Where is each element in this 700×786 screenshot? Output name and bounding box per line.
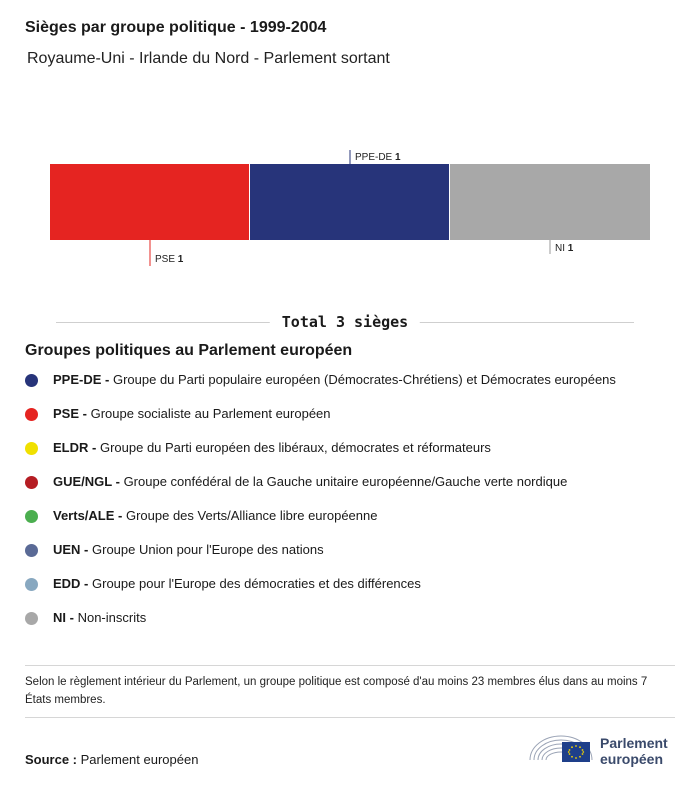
legend [25, 370, 685, 642]
legend-name: Groupe pour l'Europe des démocraties et des différences [92, 576, 421, 591]
legend-swatch [25, 578, 38, 591]
footnote: Selon le règlement intérieur du Parlement, un groupe politique est composé d'au moins 23 membres élus dans au moins 7 États membres. [25, 676, 648, 706]
legend-abbr: Verts/ALE - [53, 508, 123, 523]
total-seats-label: Total 3 sièges [270, 312, 420, 332]
legend-abbr: EDD - [53, 576, 89, 591]
bar-label [155, 254, 184, 265]
legend-item [25, 540, 685, 574]
legend-abbr: NI - [53, 610, 74, 625]
legend-name: Groupe du Parti populaire européen (Démocrates-Chrétiens) et Démocrates européens [112, 372, 616, 387]
legend-name: Groupe du Parti européen des libéraux, démocrates et réformateurs [99, 440, 491, 455]
source-value: Parlement européen [80, 752, 199, 767]
legend-swatch [25, 544, 38, 557]
legend-swatch [25, 442, 38, 455]
bar-segment-pse [50, 164, 249, 240]
legend-item [25, 438, 685, 472]
legend-name: Groupe socialiste au Parlement européen [90, 406, 331, 421]
source-label: Source : [25, 752, 78, 767]
legend-abbr: ELDR - [53, 440, 97, 455]
legend-item [25, 608, 685, 642]
legend-item [25, 574, 685, 608]
legend-swatch [25, 476, 38, 489]
bar-label-category: PPE-DE [355, 152, 396, 163]
legend-name: Groupe des Verts/Alliance libre européenne [125, 508, 378, 523]
legend-item [25, 506, 685, 540]
legend-swatch [25, 612, 38, 625]
legend-swatch [25, 408, 38, 421]
legend-text [53, 370, 616, 390]
legend-text [53, 574, 421, 594]
legend-abbr: GUE/NGL - [53, 474, 120, 489]
note-divider-top [25, 665, 675, 666]
logo-line-2: européen [600, 751, 664, 767]
legend-abbr: UEN - [53, 542, 89, 557]
legend-text [53, 540, 324, 560]
bar-label-value: 1 [567, 243, 574, 254]
logo-line-1: Parlement [600, 735, 668, 751]
legend-text [53, 404, 331, 424]
chart-subtitle: Royaume-Uni - Irlande du Nord - Parlement sortant [27, 50, 390, 67]
legend-title: Groupes politiques au Parlement européen [25, 342, 353, 359]
legend-item [25, 472, 685, 506]
legend-swatch [25, 374, 38, 387]
legend-item [25, 404, 685, 438]
total-seats [56, 312, 634, 332]
legend-abbr: PSE - [53, 406, 87, 421]
source [25, 752, 198, 767]
legend-text [53, 438, 491, 458]
legend-name: Non-inscrits [77, 610, 147, 625]
bar-label [555, 243, 574, 254]
bar-label-value: 1 [395, 152, 401, 163]
parliament-logo [528, 728, 678, 768]
bar-label-category: NI [555, 243, 568, 254]
legend-abbr: PPE-DE - [53, 372, 110, 387]
legend-name: Groupe confédéral de la Gauche unitaire européenne/Gauche verte nordique [123, 474, 568, 489]
bar-segment-ppe-de [250, 164, 449, 240]
legend-name: Groupe Union pour l'Europe des nations [92, 542, 324, 557]
legend-item [25, 370, 685, 404]
legend-text [53, 506, 377, 526]
legend-text [53, 608, 146, 628]
seat-bar-chart [0, 140, 700, 275]
bar-label-value: 1 [177, 254, 184, 265]
legend-text [53, 472, 567, 492]
bar-label [355, 152, 401, 163]
chart-title: Sièges par groupe politique - 1999-2004 [25, 19, 327, 36]
bar-label-category: PSE [155, 254, 178, 265]
note-divider-bottom [25, 717, 675, 718]
legend-swatch [25, 510, 38, 523]
bar-segment-ni [450, 164, 650, 240]
eu-hemicycle-flag-icon [528, 728, 594, 768]
